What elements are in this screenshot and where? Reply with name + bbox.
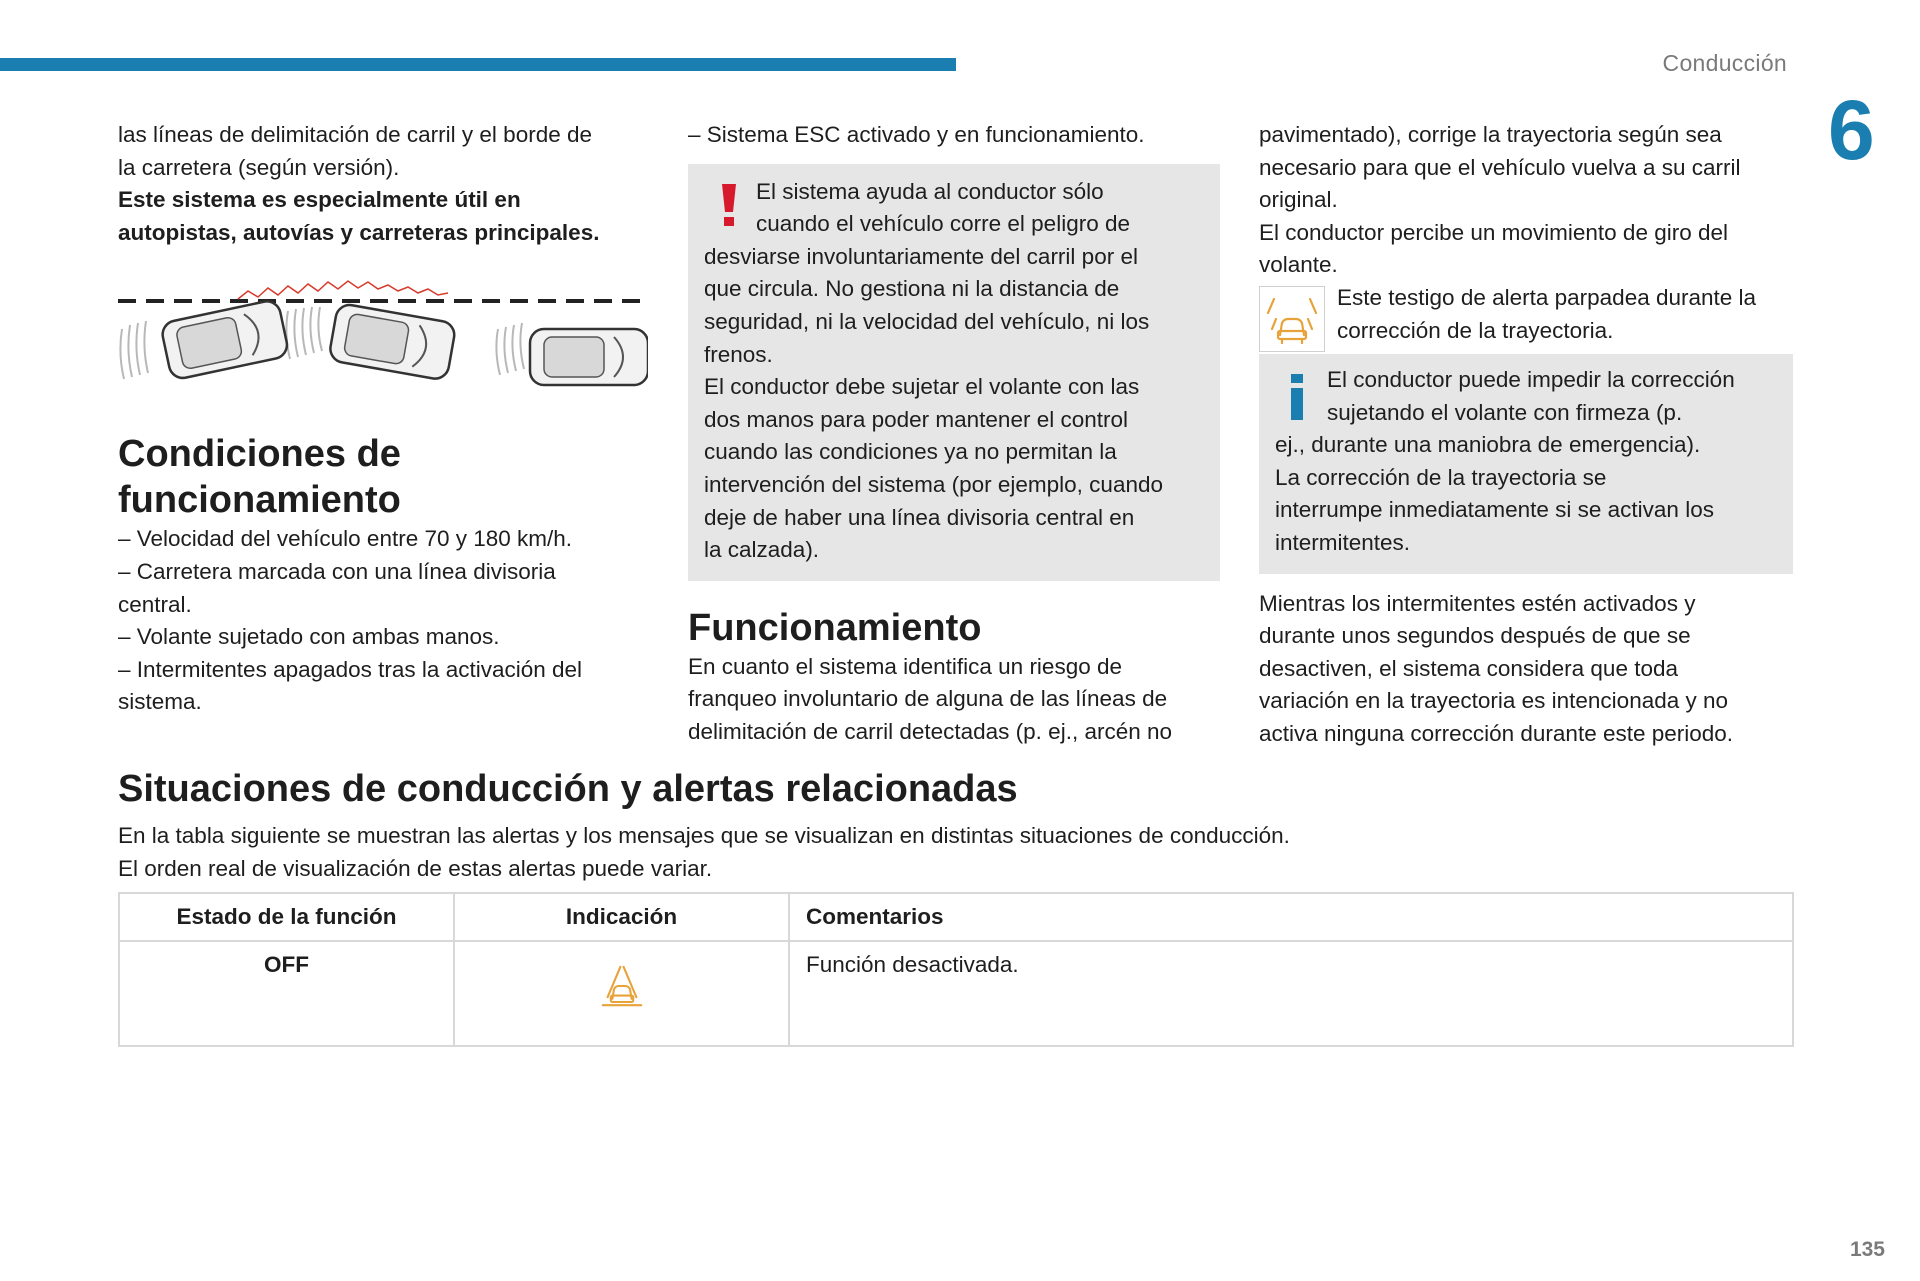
condition-item: – Volante sujetado con ambas manos. bbox=[118, 624, 500, 650]
condition-item: – Velocidad del vehículo entre 70 y 180 km/h. bbox=[118, 526, 573, 552]
column-3 bbox=[1259, 119, 1793, 751]
info-line: La corrección de la trayectoria se bbox=[1275, 464, 1607, 490]
conditions-heading: funcionamiento bbox=[118, 479, 401, 522]
situations-section bbox=[118, 766, 1796, 885]
functioning-heading: Funcionamiento bbox=[688, 606, 982, 649]
body-line: activa ninguna corrección durante este periodo. bbox=[1259, 720, 1734, 746]
lane-keeping-warning-icon bbox=[596, 962, 648, 1010]
intro-line: la carretera (según versión). bbox=[118, 154, 400, 180]
situations-line: El orden real de visualización de estas alertas puede variar. bbox=[118, 855, 713, 881]
condition-item: central. bbox=[118, 591, 192, 617]
alerts-table bbox=[118, 892, 1794, 1047]
info-line: El conductor puede impedir la corrección bbox=[1327, 366, 1735, 392]
testigo-line: Este testigo de alerta parpadea durante la bbox=[1337, 284, 1757, 310]
warning-line: El sistema ayuda al conductor sólo bbox=[756, 178, 1104, 204]
warning-line: intervención del sistema (por ejemplo, cuando bbox=[704, 471, 1163, 497]
header-comentarios: Comentarios bbox=[789, 893, 1793, 941]
warning-line: cuando las condiciones ya no permitan la bbox=[704, 439, 1117, 465]
condition-item: sistema. bbox=[118, 689, 202, 715]
body-line: necesario para que el vehículo vuelva a su carril bbox=[1259, 154, 1741, 180]
condition-item: – Intermitentes apagados tras la activación del bbox=[118, 656, 583, 682]
info-line: ej., durante una maniobra de emergencia). bbox=[1275, 432, 1701, 458]
warning-line: cuando el vehículo corre el peligro de bbox=[756, 211, 1130, 237]
warning-light-note bbox=[1259, 282, 1793, 348]
column-2 bbox=[688, 119, 1220, 749]
lane-correction-illustration bbox=[118, 279, 648, 389]
header-estado: Estado de la función bbox=[119, 893, 454, 941]
warning-line: seguridad, ni la velocidad del vehículo, ni los bbox=[704, 308, 1150, 334]
esc-condition: – Sistema ESC activado y en funcionamiento. bbox=[688, 122, 1145, 147]
car-3 bbox=[530, 329, 648, 385]
car-1 bbox=[160, 299, 289, 381]
warning-box bbox=[688, 164, 1220, 581]
intro-line: las líneas de delimitación de carril y el borde de bbox=[118, 122, 593, 147]
body-line: durante unos segundos después de que se bbox=[1259, 623, 1691, 649]
page-number: 135 bbox=[1849, 1238, 1885, 1261]
warning-line: desviarse involuntariamente del carril por el bbox=[704, 243, 1138, 269]
functioning-line: franqueo involuntario de alguna de las líneas de bbox=[688, 686, 1168, 712]
bold-note: autopistas, autovías y carreteras principales. bbox=[118, 219, 600, 245]
lane-keeping-warning-icon bbox=[1259, 286, 1325, 352]
body-line: Mientras los intermitentes estén activados y bbox=[1259, 590, 1696, 616]
warning-line: dos manos para poder mantener el control bbox=[704, 406, 1128, 432]
functioning-line: En cuanto el sistema identifica un riesgo de bbox=[688, 653, 1123, 679]
cell-comentario: Función desactivada. bbox=[789, 941, 1793, 1046]
section-title: Conducción bbox=[1662, 50, 1787, 76]
info-line: sujetando el volante con firmeza (p. bbox=[1327, 399, 1683, 425]
warning-line: frenos. bbox=[704, 341, 773, 367]
body-line: El conductor percibe un movimiento de giro del bbox=[1259, 219, 1729, 245]
condition-item: – Carretera marcada con una línea divisoria bbox=[118, 558, 556, 584]
situations-heading: Situaciones de conducción y alertas relacionadas bbox=[118, 768, 1018, 810]
bold-note: Este sistema es especialmente útil en bbox=[118, 187, 521, 213]
situations-line: En la tabla siguiente se muestran las alertas y los mensajes que se visualizan en distintas situaciones de conducción. bbox=[118, 823, 1290, 848]
body-line: desactiven, el sistema considera que toda bbox=[1259, 655, 1678, 681]
table-row bbox=[119, 941, 1793, 1046]
body-line: original. bbox=[1259, 187, 1338, 213]
chapter-number: 6 bbox=[1828, 83, 1875, 177]
cell-indicacion bbox=[454, 941, 789, 1046]
body-line: pavimentado), corrige la trayectoria según sea bbox=[1259, 122, 1722, 147]
info-icon bbox=[1287, 372, 1307, 422]
warning-line: la calzada). bbox=[704, 537, 820, 563]
info-line: interrumpe inmediatamente si se activan los bbox=[1275, 497, 1714, 523]
header-indicacion: Indicación bbox=[454, 893, 789, 941]
warning-line: que circula. No gestiona ni la distancia de bbox=[704, 276, 1120, 302]
warning-line: El conductor debe sujetar el volante con las bbox=[704, 374, 1140, 400]
car-2 bbox=[328, 303, 456, 381]
info-line: intermitentes. bbox=[1275, 529, 1411, 555]
info-box bbox=[1259, 354, 1793, 574]
body-line: volante. bbox=[1259, 252, 1338, 278]
conditions-heading: Condiciones de bbox=[118, 433, 401, 476]
testigo-line: corrección de la trayectoria. bbox=[1337, 317, 1614, 343]
table-header-row bbox=[119, 893, 1793, 941]
exclamation-icon bbox=[718, 182, 740, 228]
body-line: variación en la trayectoria es intencionada y no bbox=[1259, 688, 1729, 714]
column-1 bbox=[118, 119, 648, 719]
warning-line: deje de haber una línea divisoria central en bbox=[704, 504, 1135, 530]
cell-estado: OFF bbox=[119, 941, 454, 1046]
header-accent-bar bbox=[0, 58, 956, 71]
functioning-line: delimitación de carril detectadas (p. ej., arcén no bbox=[688, 718, 1173, 744]
